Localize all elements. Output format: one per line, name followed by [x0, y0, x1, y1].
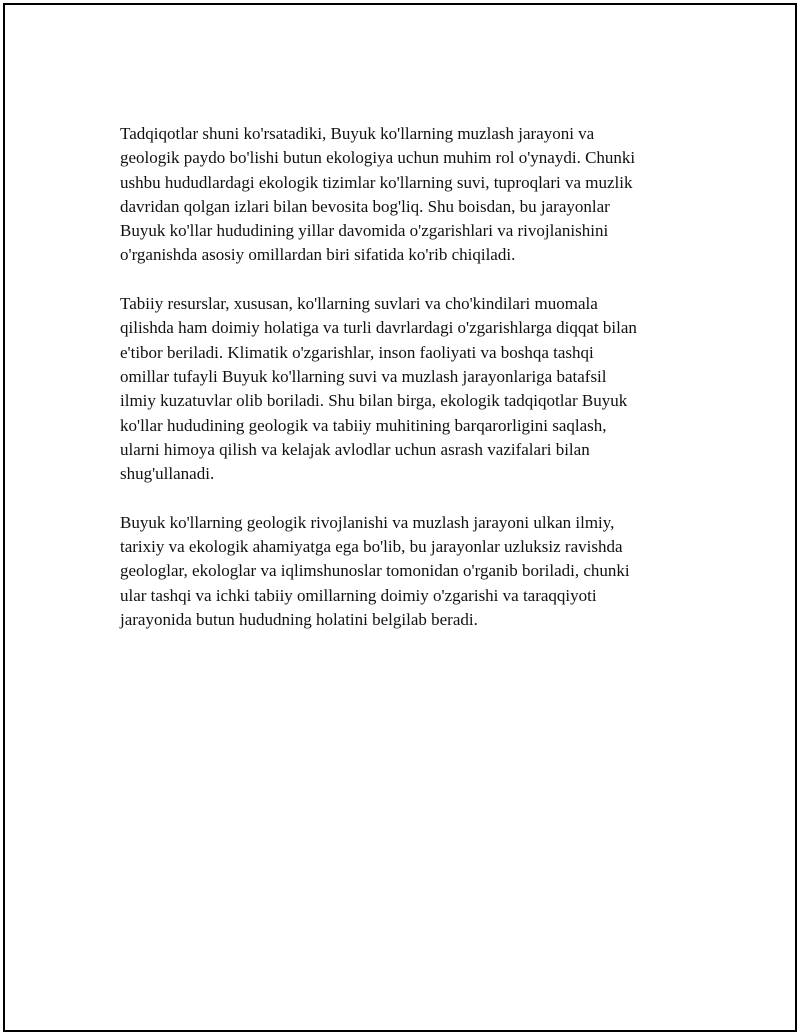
text-line: Tabiiy resurslar, xususan, ko'llarning suvlari va cho'kindilari muomala [120, 294, 598, 314]
text-line: geologlar, ekologlar va iqlimshunoslar tomonidan o'rganib boriladi, chunki [120, 561, 630, 581]
text-line: Tadqiqotlar shuni ko'rsatadiki, Buyuk ko'llarning muzlash jarayoni va [120, 124, 595, 143]
paragraph-2 [120, 292, 690, 486]
paragraph-1 [120, 122, 690, 268]
text-line: ilmiy kuzatuvlar olib boriladi. Shu bilan birga, ekologik tadqiqotlar Buyuk [120, 391, 628, 411]
text-line: shug'ullanadi. [120, 464, 215, 484]
text-line: ushbu hududlardagi ekologik tizimlar ko'llarning suvi, tuproqlari va muzlik [120, 172, 633, 192]
text-line: qilishda ham doimiy holatiga va turli davrlardagi o'zgarishlarga diqqat bilan [120, 318, 637, 338]
text-line: Buyuk ko'llar hududining yillar davomida o'zgarishlari va rivojlanishini [120, 221, 609, 241]
text-line: ularni himoya qilish va kelajak avlodlar uchun asrash vazifalari bilan [120, 439, 590, 459]
text-line: e'tibor beriladi. Klimatik o'zgarishlar, inson faoliyati va boshqa tashqi [120, 342, 594, 362]
text-line: ular tashqi va ichki tabiiy omillarning doimiy o'zgarishi va taraqqiyoti [120, 585, 597, 605]
text-line: Buyuk ko'llarning geologik rivojlanishi va muzlash jarayoni ulkan ilmiy, [120, 512, 615, 532]
text-line: ko'llar hududining geologik va tabiiy muhitining barqarorligini saqlash, [120, 415, 607, 435]
text-line: tarixiy va ekologik ahamiyatga ega bo'lib, bu jarayonlar uzluksiz ravishda [120, 537, 623, 557]
text-line: geologik paydo bo'lishi butun ekologiya uchun muhim rol o'ynaydi. Chunki [120, 148, 636, 168]
paragraph-3 [120, 511, 690, 632]
text-line: o'rganishda asosiy omillardan biri sifatida ko'rib chiqiladi. [120, 245, 516, 265]
page-body [120, 122, 690, 657]
text-line: davridan qolgan izlari bilan bevosita bog'liq. Shu boisdan, bu jarayonlar [120, 196, 610, 216]
page-frame [3, 3, 797, 1032]
text-line: jarayonida butun hududning holatini belgilab beradi. [120, 609, 478, 629]
text-line: omillar tufayli Buyuk ko'llarning suvi va muzlash jarayonlariga batafsil [120, 366, 607, 386]
